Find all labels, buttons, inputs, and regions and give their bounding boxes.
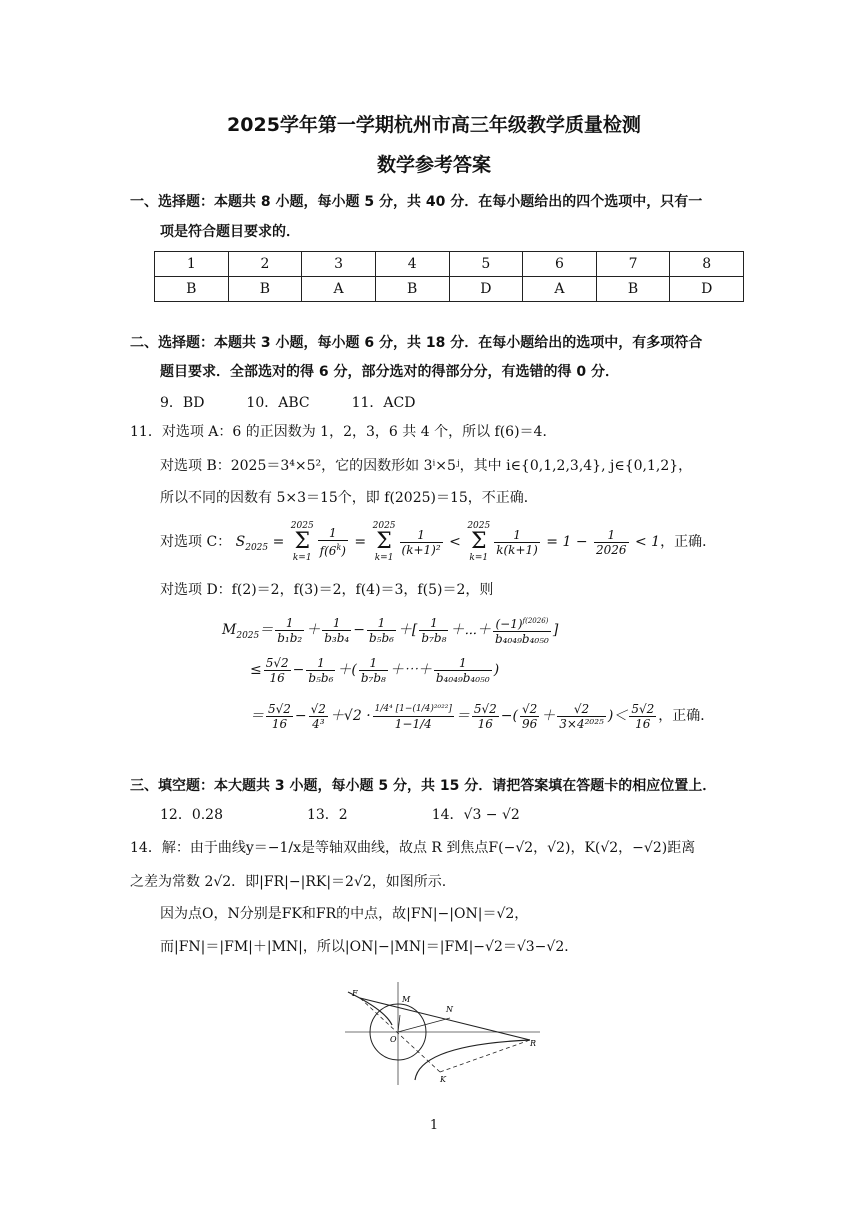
section2-answers: 9．BD 10．ABC 11．ACD — [160, 395, 416, 411]
table-header-cell: 3 — [302, 252, 376, 277]
section3-answers: 12．0.28 13．2 14．√3 − √2 — [160, 807, 520, 823]
label-r: R — [530, 1039, 537, 1048]
table-answer-cell: D — [670, 277, 744, 302]
q11-option-c — [160, 520, 716, 570]
formula-d-line2: ≤ $\frac{5√2}{16}$ − $\frac{1}{\text{b₅b₆}}$ ＋( $\frac{1}{\text{b₇b₈}}$ ＋⋯＋ $\frac{1}{\text{b₄₀₄₉b₄₀₅₀}}$ ) — [250, 655, 500, 685]
q14-line2: 之差为常数 2√2．即|FR|−|RK|＝2√2，如图所示. — [130, 874, 447, 890]
section1-heading-cont: 项是符合题目要求的． — [160, 224, 300, 240]
formula-d-line3: ＝ $\frac{5√2}{16}$ − $\frac{√2}{\text{4³}}$ ＋√2 · $\frac{\text{1/4⁴ [1−(1/4)²⁰²²]}}{1-1/4}$ ＝ $\frac{5√2}{16}$ −( $\frac{√2}{96}$ ＋ $\frac{√2}{\text{3×4²⁰²⁵}}$ )＜ $\frac{5√2}{16}$ ，正确． — [250, 701, 715, 731]
section3-heading: 三、填空题：本大题共 3 小题，每小题 5 分，共 15 分．请把答案填在答题卡的相应位置上． — [130, 778, 717, 794]
q14-line4: 而|FN|＝|FM|＋|MN|，所以|ON|−|MN|＝|FM|−√2＝√3−√2． — [160, 939, 579, 955]
table-row — [155, 252, 744, 277]
label-n: N — [446, 1005, 453, 1014]
table-header-cell: 1 — [155, 252, 229, 277]
table-answer-cell: D — [449, 277, 523, 302]
table-answer-cell: A — [302, 277, 376, 302]
line-fk — [360, 998, 440, 1072]
label-o: O — [390, 1035, 397, 1044]
section2-heading: 二、选择题：本题共 3 小题，每小题 6 分，共 18 分．在每小题给出的选项中，有多项符合 — [130, 335, 703, 351]
table-header-cell: 2 — [228, 252, 302, 277]
section1-heading: 一、选择题：本题共 8 小题，每小题 5 分，共 40 分．在每小题给出的四个选项中，只有一 — [130, 194, 703, 210]
table-header-cell: 6 — [523, 252, 597, 277]
q11-option-c-label: 对选项 C： — [160, 534, 232, 550]
table-answer-cell: B — [228, 277, 302, 302]
line-on — [398, 1018, 450, 1032]
hyperbola-figure — [340, 980, 550, 1090]
q11-option-c-tail: ，正确． — [660, 534, 717, 550]
q11-option-d: 对选项 D：f(2)＝2，f(3)＝2，f(4)＝3，f(5)＝2，则 — [160, 582, 494, 598]
q11-option-b: 对选项 B：2025＝3⁴×5²，它的因数形如 3ⁱ×5ʲ，其中 i∈{0,1,2,3,4}, j∈{0,1,2}， — [160, 458, 693, 474]
table-answer-cell: B — [596, 277, 670, 302]
answer-table — [154, 251, 744, 302]
q14-line3: 因为点O，N分别是FK和FR的中点，故|FN|−|ON|＝√2， — [160, 906, 529, 922]
q14-line1: 14．解：由于曲线y＝−1/x是等轴双曲线，故点 R 到焦点F(−√2，√2)，K(√2，−√2)距离 — [130, 840, 696, 856]
table-header-cell: 7 — [596, 252, 670, 277]
table-answer-cell: B — [155, 277, 229, 302]
table-row — [155, 277, 744, 302]
table-answer-cell: A — [523, 277, 597, 302]
line-kr — [440, 1040, 530, 1072]
table-header-cell: 8 — [670, 252, 744, 277]
table-header-cell: 5 — [449, 252, 523, 277]
q11-option-b-cont: 所以不同的因数有 5×3＝15个，即 f(2025)＝15，不正确． — [160, 490, 538, 506]
label-k: K — [440, 1075, 446, 1084]
page-title: 2025学年第一学期杭州市高三年级教学质量检测 — [227, 114, 641, 136]
formula-d-tail: ，正确． — [658, 708, 715, 724]
page-number: 1 — [429, 1118, 439, 1133]
formula-c: $S_{2025} = 2025$ Σ k=1 $\frac{1}{f(6^k)}$ = 2025 Σ k=1 $\frac{1}{\text{(k+1)²}}$ < 2025 Σ k=1 $\frac{1}{k(k+1)}$ = 1 − $\frac{1}{2026}$ < 1 — [235, 521, 661, 563]
label-f: F — [352, 989, 358, 998]
formula-d-line1: $M_{2025}=$ $\frac{1}{\text{b₁b₂}}$ ＋ $\frac{1}{\text{b₃b₄}}$ − $\frac{1}{\text{b₅b₆}}$ ＋[ $\frac{1}{\text{b₇b₈}}$ ＋⋯＋ $\frac{(-1)^{f(2026)}}{\text{b₄₀₄₉b₄₀₅₀}}$ ] — [222, 615, 559, 646]
label-m: M — [402, 995, 411, 1004]
table-header-cell: 4 — [375, 252, 449, 277]
table-answer-cell: B — [375, 277, 449, 302]
page-subtitle: 数学参考答案 — [376, 154, 491, 176]
q11-option-a: 11．对选项 A：6 的正因数为 1，2，3，6 共 4 个，所以 f(6)＝4． — [130, 424, 557, 440]
section2-heading-cont: 题目要求．全部选对的得 6 分，部分选对的得部分分，有选错的得 0 分． — [160, 364, 619, 380]
